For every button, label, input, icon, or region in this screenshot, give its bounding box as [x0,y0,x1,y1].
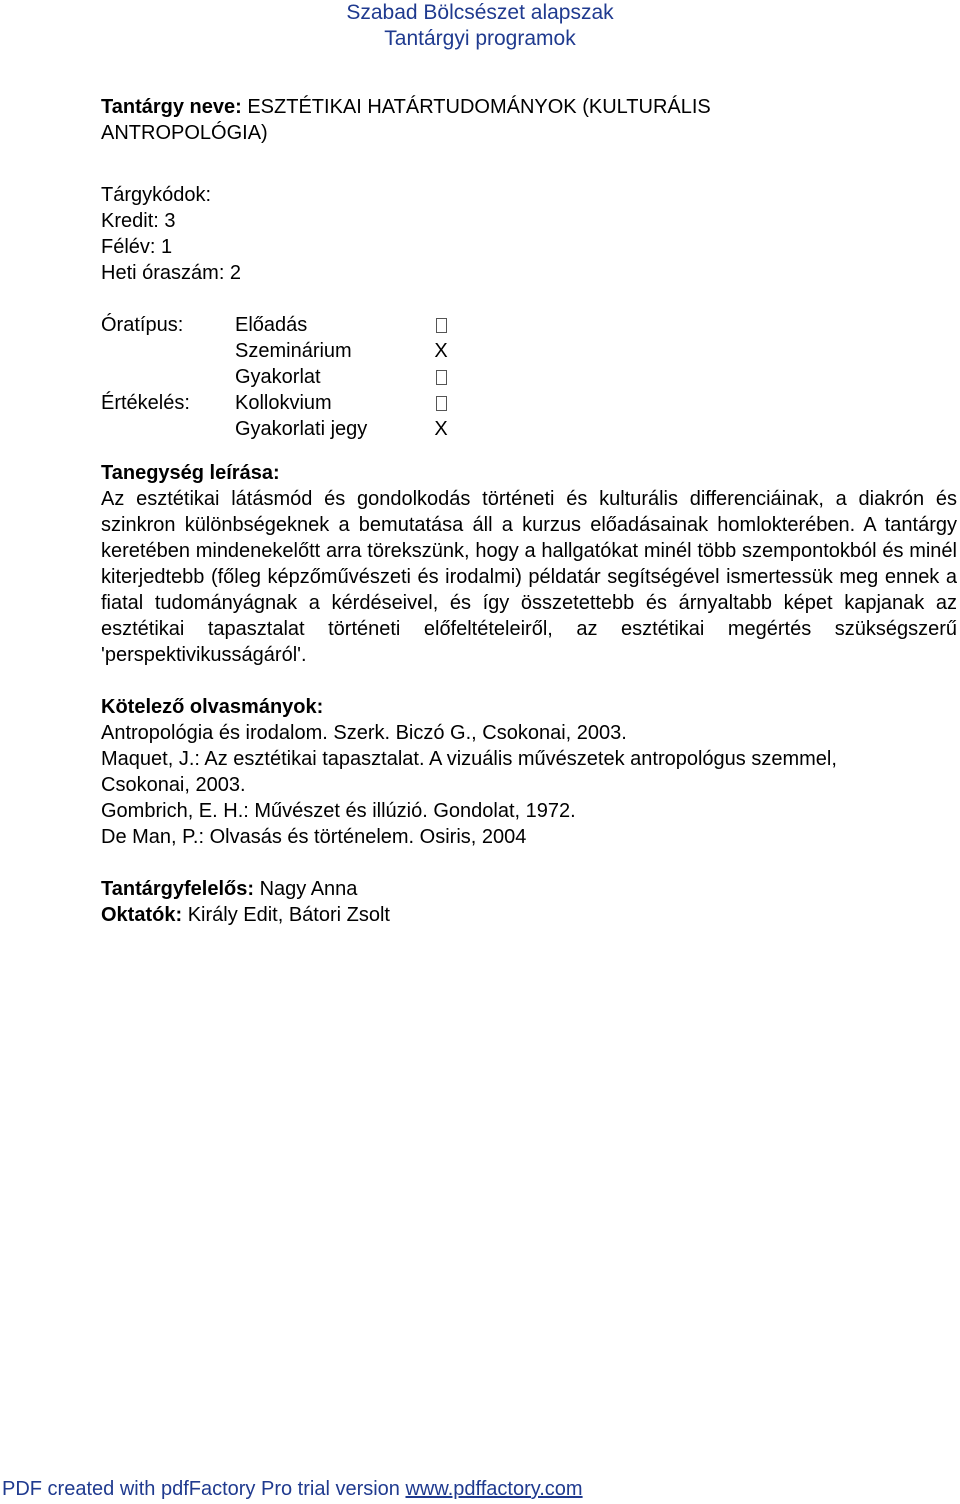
checkbox-empty-icon [434,312,448,338]
option-mark: X [434,418,448,440]
type-row-practical-grade [101,416,957,442]
reading-item: De Man, P.: Olvasás és történelem. Osiris, 2004 [101,826,527,848]
readings-heading: Kötelező olvasmányok: [101,696,324,718]
instructors-line [101,902,957,928]
program-subtitle: Tantárgyi programok [384,27,576,50]
type-row-colloquium [101,390,957,416]
option-label: Kollokvium [235,392,332,414]
course-semester: Félév: 1 [101,236,173,258]
footer-link[interactable]: www.pdffactory.com [405,1478,583,1500]
checkbox-empty-icon [434,390,448,416]
instructors-label: Oktatók: [101,904,183,926]
option-label: Szeminárium [235,340,352,362]
reading-item: Antropológia és irodalom. Szerk. Biczó G., Csokonai, 2003. [101,722,627,744]
type-row-lecture [101,312,957,338]
responsible-label: Tantárgyfelelős: [101,878,254,900]
responsible-value: Nagy Anna [259,878,358,900]
evaluation-label: Értékelés: [101,392,190,414]
type-table [101,312,957,442]
hour-type-label: Óratípus: [101,314,184,336]
page-header [0,0,960,52]
option-mark: X [434,340,448,362]
description-heading: Tanegység leírása: [101,462,280,484]
option-label: Előadás [235,314,308,336]
responsible-line [101,876,957,902]
reading-item: Maquet, J.: Az esztétikai tapasztalat. A vizuális művészetek antropológus szemmel, [101,748,837,770]
checkbox-empty-icon [434,364,448,390]
type-row-seminar [101,338,957,364]
course-name-line-2: ANTROPOLÓGIA) [101,122,268,144]
footer-text: PDF created with pdfFactory Pro trial version [2,1478,406,1500]
option-label: Gyakorlati jegy [235,418,368,440]
reading-item: Gombrich, E. H.: Művészet és illúzió. Gondolat, 1972. [101,800,576,822]
program-title: Szabad Bölcsészet alapszak [346,1,614,24]
course-credit: Kredit: 3 [101,210,176,232]
document-body [101,94,957,928]
option-label: Gyakorlat [235,366,321,388]
course-name-label: Tantárgy neve: [101,96,242,118]
description-text: Az esztétikai látásmód és gondolkodás történeti és kulturális differenciáinak, a diakrón és szinkron különbségeknek a bemutatása áll a kurzus előadásainak homlokterében. A tantárgy keretében mindenekelőtt arra törekszünk, hogy a hallgatókat minél több szempontokból és minél kiterjedtebb (főleg képzőművészeti és irodalmi) példatár segítségével ismertessük meg ennek a fiatal tudományágnak a kérdéseivel, és így összetettebb és árnyaltabb képet kapjanak az esztétikai tapasztalat történeti előfeltételeiről, az esztétikai megértés szükségszerű 'perspektivikusságáról'. [101,488,957,666]
course-name-line-1 [101,94,957,120]
course-name-value: ESZTÉTIKAI HATÁRTUDOMÁNYOK (KULTURÁLIS [247,96,711,118]
course-weekly-hours: Heti óraszám: 2 [101,262,242,284]
instructors-value: Király Edit, Bátori Zsolt [187,904,390,926]
type-row-practice [101,364,957,390]
reading-item: Csokonai, 2003. [101,774,246,796]
course-code: Tárgykódok: [101,184,212,206]
pdf-footer [2,1476,583,1502]
